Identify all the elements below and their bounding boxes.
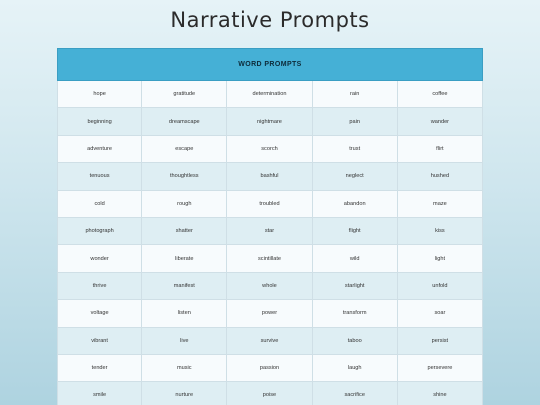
word-cell: rain	[313, 81, 398, 108]
word-cell: light	[398, 245, 483, 272]
word-cell: dreamscape	[142, 108, 227, 135]
word-cell: manifest	[142, 273, 227, 300]
word-cell: tender	[57, 355, 142, 382]
word-cell: poise	[227, 382, 312, 405]
word-cell: nightmare	[227, 108, 312, 135]
word-cell: abandon	[313, 191, 398, 218]
word-cell: unfold	[398, 273, 483, 300]
page-title: Narrative Prompts	[170, 8, 370, 32]
word-cell: gratitude	[142, 81, 227, 108]
word-cell: wander	[398, 108, 483, 135]
word-prompts-table	[57, 48, 483, 405]
word-cell: passion	[227, 355, 312, 382]
word-cell: flirt	[398, 136, 483, 163]
word-cell: soar	[398, 300, 483, 327]
word-cell: power	[227, 300, 312, 327]
word-cell: maze	[398, 191, 483, 218]
word-cell: live	[142, 328, 227, 355]
word-cell: smile	[57, 382, 142, 405]
word-cell: flight	[313, 218, 398, 245]
word-cell: wild	[313, 245, 398, 272]
word-cell: cold	[57, 191, 142, 218]
word-cell: bashful	[227, 163, 312, 190]
word-cell: wonder	[57, 245, 142, 272]
word-cell: listen	[142, 300, 227, 327]
word-cell: shatter	[142, 218, 227, 245]
word-cell: shine	[398, 382, 483, 405]
word-cell: persevere	[398, 355, 483, 382]
word-cell: hushed	[398, 163, 483, 190]
word-cell: escape	[142, 136, 227, 163]
word-cell: starlight	[313, 273, 398, 300]
word-cell: trust	[313, 136, 398, 163]
word-cell: pain	[313, 108, 398, 135]
word-cell: photograph	[57, 218, 142, 245]
word-cell: coffee	[398, 81, 483, 108]
word-cell: scintillate	[227, 245, 312, 272]
word-cell: rough	[142, 191, 227, 218]
word-grid	[57, 81, 483, 405]
word-cell: sacrifice	[313, 382, 398, 405]
word-cell: whole	[227, 273, 312, 300]
word-cell: hope	[57, 81, 142, 108]
word-cell: persist	[398, 328, 483, 355]
word-cell: star	[227, 218, 312, 245]
word-cell: beginning	[57, 108, 142, 135]
word-cell: thrive	[57, 273, 142, 300]
word-cell: neglect	[313, 163, 398, 190]
word-cell: scorch	[227, 136, 312, 163]
word-cell: taboo	[313, 328, 398, 355]
word-cell: nurture	[142, 382, 227, 405]
table-header: WORD PROMPTS	[57, 48, 483, 81]
word-cell: adventure	[57, 136, 142, 163]
word-cell: tenuous	[57, 163, 142, 190]
word-cell: determination	[227, 81, 312, 108]
word-cell: laugh	[313, 355, 398, 382]
word-cell: liberate	[142, 245, 227, 272]
word-cell: troubled	[227, 191, 312, 218]
word-cell: music	[142, 355, 227, 382]
word-cell: kiss	[398, 218, 483, 245]
word-cell: thoughtless	[142, 163, 227, 190]
word-cell: voltage	[57, 300, 142, 327]
word-cell: survive	[227, 328, 312, 355]
word-cell: transform	[313, 300, 398, 327]
word-cell: vibrant	[57, 328, 142, 355]
